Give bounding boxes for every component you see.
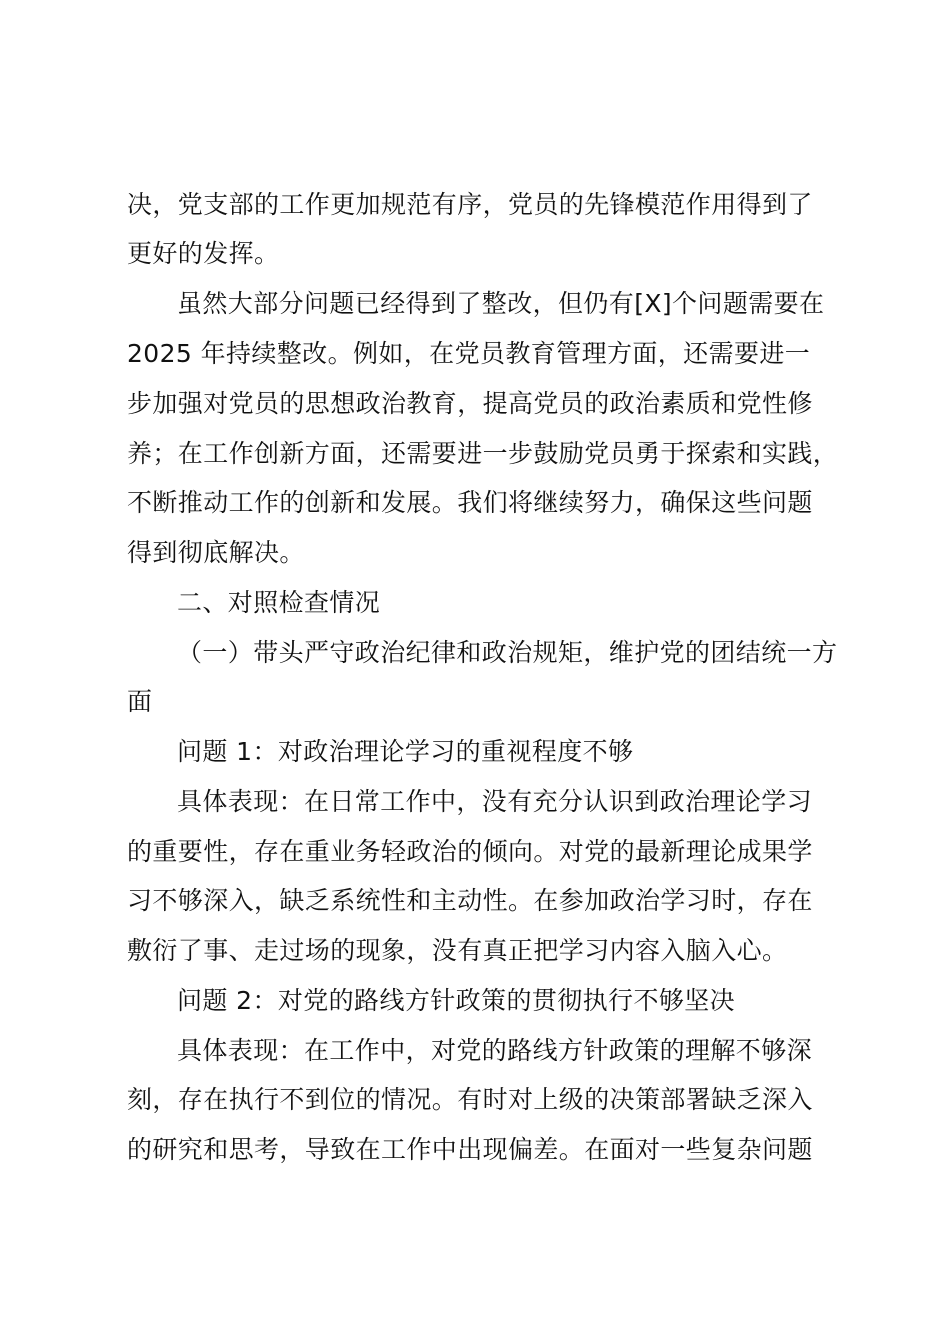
problem-heading: 问题 2：对党的路线方针政策的贯彻执行不够坚决 xyxy=(177,986,736,1015)
paragraph-start: 虽然大部分问题已经得到了整改，但仍有[X]个问题需要在 xyxy=(177,289,825,318)
text-line: 的研究和思考，导致在工作中出现偏差。在面对一些复杂问题 xyxy=(127,1135,813,1164)
text-line: 习不够深入，缺乏系统性和主动性。在参加政治学习时，存在 xyxy=(127,886,813,915)
text-line: 不断推动工作的创新和发展。我们将继续努力，确保这些问题 xyxy=(127,488,813,517)
text-line: 的重要性，存在重业务轻政治的倾向。对党的最新理论成果学 xyxy=(127,837,813,866)
text-line: 得到彻底解决。 xyxy=(127,538,305,567)
text-line: 更好的发挥。 xyxy=(127,239,280,268)
paragraph-start: 具体表现：在日常工作中，没有充分认识到政治理论学习 xyxy=(177,787,813,816)
text-line: 养；在工作创新方面，还需要进一步鼓励党员勇于探索和实践， xyxy=(127,439,839,468)
problem-heading: 问题 1：对政治理论学习的重视程度不够 xyxy=(177,737,634,766)
subsection-heading: （一）带头严守政治纪律和政治规矩，维护党的团结统一方 xyxy=(177,638,838,667)
paragraph-start: 具体表现：在工作中，对党的路线方针政策的理解不够深 xyxy=(177,1036,813,1065)
text-line: 刻，存在执行不到位的情况。有时对上级的决策部署缺乏深入 xyxy=(127,1085,813,1114)
section-heading: 二、对照检查情况 xyxy=(177,588,381,617)
text-line: 2025 年持续整改。例如，在党员教育管理方面，还需要进一 xyxy=(127,339,811,368)
text-line: 步加强对党员的思想政治教育，提高党员的政治素质和党性修 xyxy=(127,389,813,418)
text-line: 敷衍了事、走过场的现象，没有真正把学习内容入脑入心。 xyxy=(127,936,788,965)
text-line: 决，党支部的工作更加规范有序，党员的先锋模范作用得到了 xyxy=(127,190,813,219)
text-line: 面 xyxy=(127,687,153,716)
